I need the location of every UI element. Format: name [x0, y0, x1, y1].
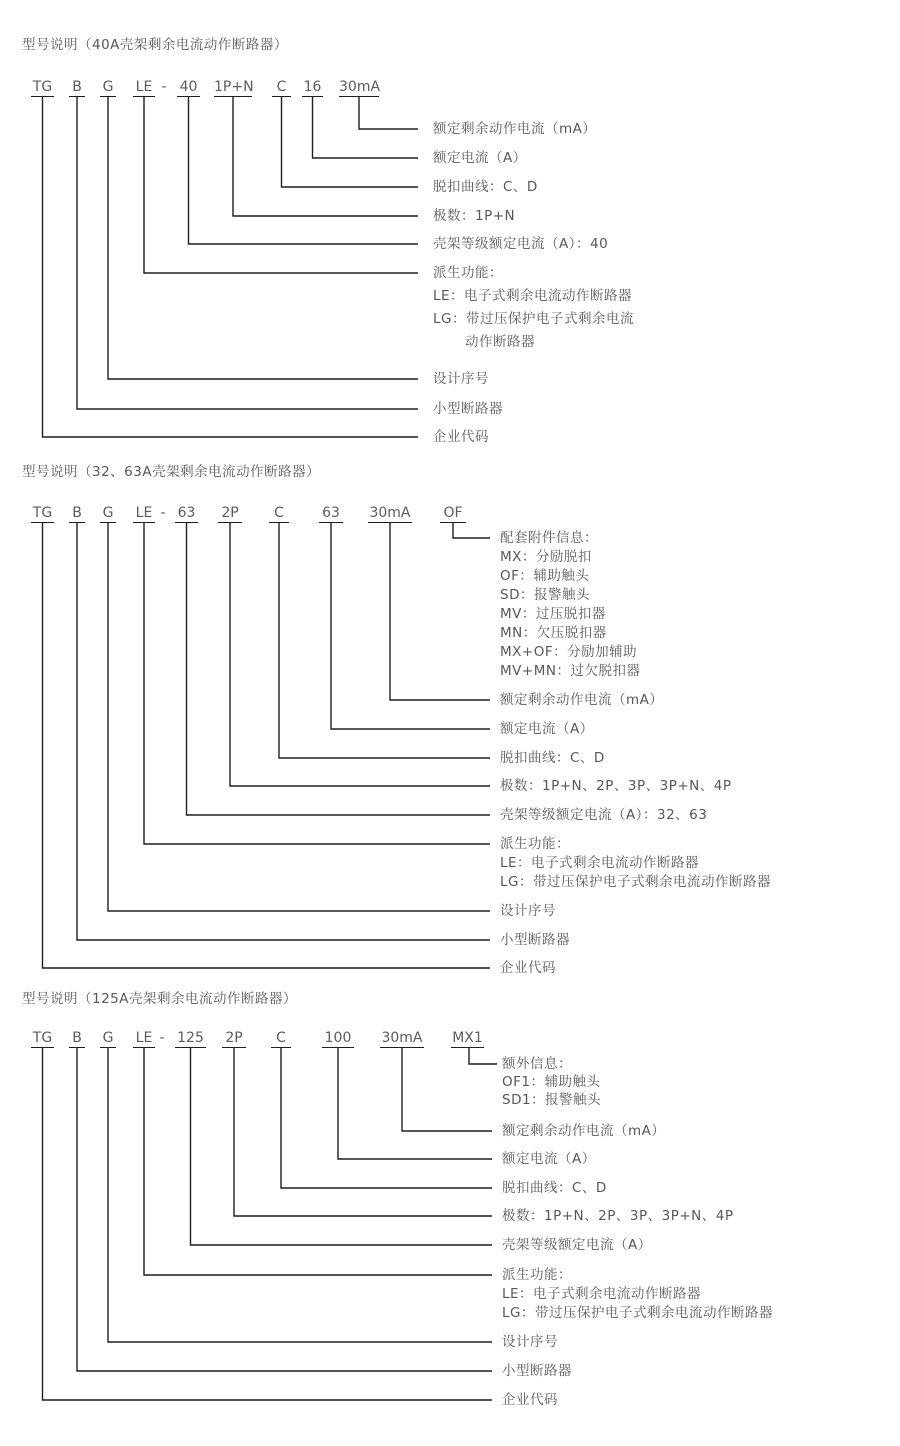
code-part-label: 设计序号	[433, 371, 489, 387]
code-segment: C	[271, 1030, 291, 1048]
code-segment: B	[69, 1030, 85, 1048]
code-segment: LE	[133, 505, 155, 523]
connector-line	[230, 523, 490, 786]
code-part-label: 额定电流（A）	[500, 721, 594, 737]
code-part-label: 脱扣曲线：C、D	[502, 1180, 607, 1196]
connector-line	[77, 1048, 492, 1371]
code-segment: 125	[175, 1030, 206, 1048]
code-segment: G	[100, 79, 116, 97]
code-segment: TG	[32, 1030, 53, 1046]
code-part-label: LE：电子式剩余电流动作断路器	[502, 1286, 702, 1302]
code-segment: -	[161, 79, 167, 95]
code-part-label: MX：分励脱扣	[500, 549, 592, 565]
code-part-label: 额外信息：	[502, 1056, 572, 1072]
code-part-label: 脱扣曲线：C、D	[433, 179, 538, 195]
code-segment: G	[100, 1030, 116, 1048]
connector-line	[144, 523, 490, 844]
code-part-label: 额定电流（A）	[433, 150, 527, 166]
connector-line	[390, 523, 490, 700]
code-part-label: 额定电流（A）	[502, 1151, 596, 1167]
code-part-label: 极数：1P+N、2P、3P、3P+N、4P	[500, 778, 732, 794]
code-segment: LE	[133, 1030, 155, 1048]
connector-line	[43, 523, 491, 968]
connector-line	[189, 97, 419, 244]
section-title: 型号说明（32、63A壳架剩余电流动作断路器）	[22, 464, 321, 480]
connector-line	[77, 97, 418, 409]
code-segment: 63	[319, 505, 343, 523]
code-part-label: LG：带过压保护电子式剩余电流动作断路器	[500, 874, 771, 890]
code-part-label: 极数：1P+N、2P、3P、3P+N、4P	[502, 1208, 734, 1224]
code-segment: MX1	[452, 1030, 483, 1046]
code-segment: 16	[303, 79, 322, 95]
code-part-label: SD：报警触头	[500, 587, 590, 603]
code-part-label: 小型断路器	[502, 1363, 572, 1379]
code-part-label: 脱扣曲线：C、D	[500, 750, 605, 766]
code-segment: C	[272, 79, 291, 97]
code-part-label: 配套附件信息：	[500, 530, 598, 546]
code-part-label: OF：辅助触头	[500, 568, 590, 584]
code-segment: G	[100, 505, 116, 523]
code-part-label: 额定剩余动作电流（mA）	[433, 121, 597, 137]
code-part-label: OF1：辅助触头	[502, 1074, 601, 1090]
section-title: 型号说明（40A壳架剩余电流动作断路器）	[22, 37, 288, 53]
connector-line	[77, 523, 490, 940]
code-part-label: 设计序号	[502, 1334, 558, 1350]
connector-line	[43, 1048, 493, 1400]
connector-line	[108, 1048, 492, 1342]
code-part-label: 小型断路器	[433, 401, 503, 417]
connector-line	[233, 97, 418, 216]
code-segment: B	[69, 79, 85, 97]
connector-line	[402, 1048, 492, 1131]
connector-line	[191, 1048, 493, 1245]
code-segment: 63	[175, 505, 198, 523]
connector-line	[187, 523, 491, 815]
code-segment: 100	[322, 1030, 354, 1048]
code-part-label: 壳架等级额定电流（A）：32、63	[500, 807, 708, 823]
code-part-label: LE：电子式剩余电流动作断路器	[500, 855, 700, 871]
code-part-label: 派生功能：	[502, 1267, 572, 1283]
connector-line	[234, 1048, 492, 1216]
code-part-label-group	[500, 835, 771, 892]
code-segment: -	[160, 505, 166, 521]
code-part-label: 企业代码	[502, 1392, 558, 1408]
code-part-label: 小型断路器	[500, 932, 570, 948]
connector-line	[282, 97, 419, 187]
code-segment: 2P	[218, 505, 242, 523]
code-part-label: LG：带过压保护电子式剩余电流动作断路器	[502, 1305, 773, 1321]
code-part-label: MV：过压脱扣器	[500, 606, 606, 622]
connector-line	[331, 523, 490, 729]
code-segment: 1P+N	[214, 79, 254, 95]
connector-line	[313, 97, 419, 158]
code-part-label: 企业代码	[433, 429, 489, 445]
code-part-label: MN：欠压脱扣器	[500, 625, 607, 641]
connector-line	[453, 523, 490, 538]
code-segment: 30mA	[339, 79, 381, 95]
code-part-label-group	[433, 262, 634, 354]
code-part-label: 动作断路器	[465, 334, 535, 350]
code-part-label-group	[502, 1055, 601, 1109]
connector-line	[43, 97, 419, 437]
code-part-label: 壳架等级额定电流（A）	[502, 1237, 652, 1253]
code-segment: C	[269, 505, 289, 523]
code-part-label: 企业代码	[500, 960, 556, 976]
code-part-label: 设计序号	[500, 903, 556, 919]
code-part-label: 派生功能：	[500, 836, 570, 852]
code-part-label: 壳架等级额定电流（A）：40	[433, 236, 609, 252]
code-segment: 30mA	[381, 1030, 423, 1046]
connector-line	[108, 523, 490, 911]
code-segment: OF	[440, 505, 466, 523]
code-part-label: 极数：1P+N	[433, 208, 516, 224]
code-part-label-group	[500, 529, 640, 681]
connector-line	[359, 97, 418, 129]
code-part-label-group	[502, 1266, 773, 1323]
code-part-label: LE：电子式剩余电流动作断路器	[433, 288, 633, 304]
code-part-label: MV+MN：过欠脱扣器	[500, 663, 641, 679]
code-part-label: LG：带过压保护电子式剩余电流	[433, 311, 634, 327]
connector-line	[469, 1048, 497, 1064]
code-segment: 30mA	[369, 505, 411, 521]
code-part-label: MX+OF：分励加辅助	[500, 644, 638, 660]
code-segment: LE	[133, 79, 155, 97]
section-title: 型号说明（125A壳架剩余电流动作断路器）	[22, 991, 298, 1007]
connector-line	[144, 97, 418, 273]
code-segment: B	[69, 505, 85, 523]
code-segment: TG	[32, 79, 53, 95]
connector-line	[279, 523, 490, 758]
connector-line	[281, 1048, 492, 1188]
code-segment: -	[159, 1030, 165, 1046]
code-part-label: SD1：报警触头	[502, 1092, 602, 1108]
code-part-label: 额定剩余动作电流（mA）	[502, 1123, 666, 1139]
code-segment: 2P	[222, 1030, 246, 1048]
code-segment: TG	[32, 505, 53, 521]
connector-line	[108, 97, 418, 379]
connector-line	[338, 1048, 492, 1159]
code-segment: 40	[177, 79, 200, 97]
code-part-label: 派生功能：	[433, 265, 503, 281]
code-part-label: 额定剩余动作电流（mA）	[500, 692, 664, 708]
connector-line	[144, 1048, 492, 1275]
